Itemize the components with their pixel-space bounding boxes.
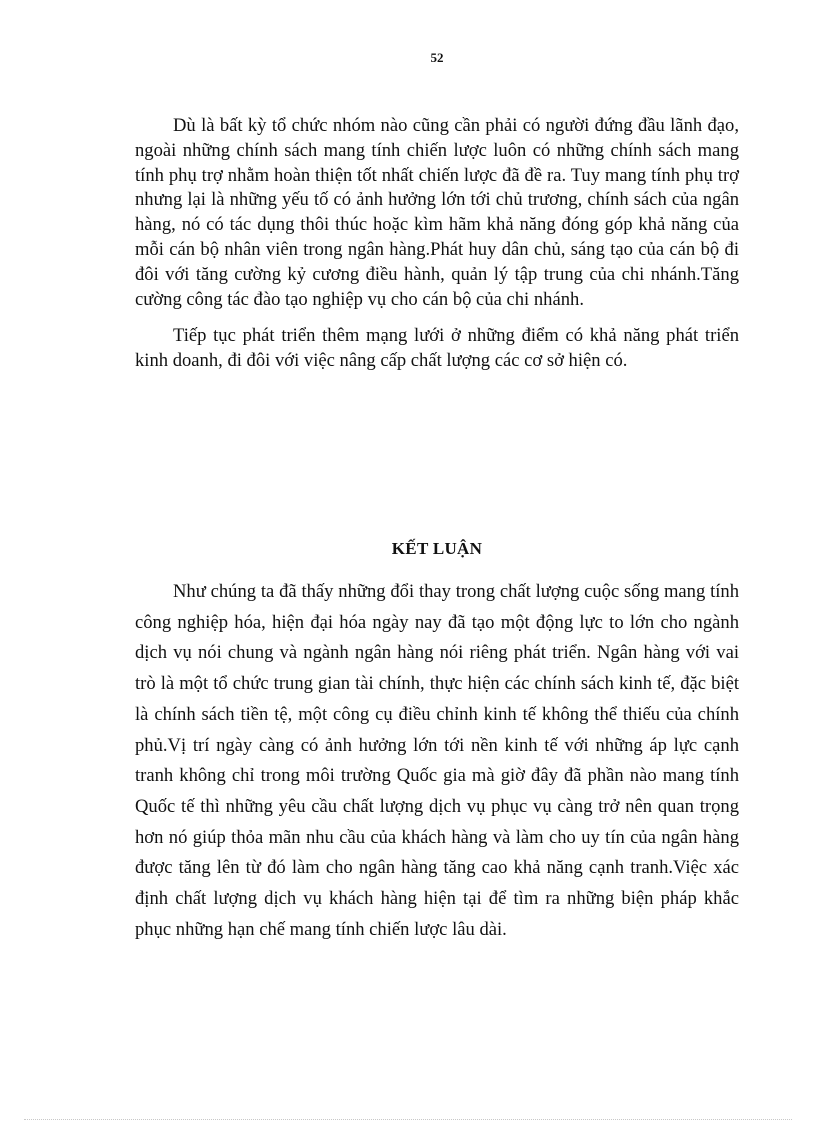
conclusion-paragraph: Như chúng ta đã thấy những đổi thay trong chất lượng cuộc sống mang tính công nghiệp hóa, hiện đại hóa ngày nay đã tạo một động lực to lớn cho ngành dịch vụ nói chung và ngành ngân hàng nói riêng phát triển. Ngân hàng với vai trò là một tổ chức trung gian tài chính, thực hiện các chính sách kinh tế, đặc biệt là chính sách tiền tệ, một công cụ điều chỉnh kinh tế không thể thiếu của chính phủ.Vị trí ngày càng có ảnh hưởng lớn tới nền kinh tế với những áp lực cạnh tranh không chỉ trong môi trường Quốc gia mà giờ đây đã phần nào mang tính Quốc tế thì những yêu cầu chất lượng dịch vụ phục vụ càng trở nên quan trọng hơn nó giúp thỏa mãn nhu cầu của khách hàng và làm cho uy tín của ngân hàng được tăng lên từ đó làm cho ngân hàng tăng cao khả năng cạnh tranh.Việc xác định chất lượng dịch vụ khách hàng hiện tại để tìm ra những biện pháp khắc phục những hạn chế mang tính chiến lược lâu dài. bbox=[135, 581, 739, 940]
section-body bbox=[135, 114, 739, 374]
paragraph-network-expansion: Tiếp tục phát triển thêm mạng lưới ở những điểm có khả năng phát triển kinh doanh, đi đôi với việc nâng cấp chất lượng các cơ sở hiện có. bbox=[135, 325, 739, 372]
footer-divider bbox=[24, 1119, 792, 1120]
conclusion-heading: KẾT LUẬN bbox=[391, 539, 483, 558]
paragraph-leadership-policies: Dù là bất kỳ tổ chức nhóm nào cũng cần phải có người đứng đầu lãnh đạo, ngoài những chính sách mang tính chiến lược luôn có những chính sách mang tính phụ trợ nhằm hoàn thiện tốt nhất chiến lược đã đề ra. Tuy mang tính phụ trợ nhưng lại là những yếu tố có ảnh hưởng lớn tới chủ trương, chính sách của ngân hàng, nó có tác dụng thôi thúc hoặc kìm hãm khả năng đóng góp khả năng của mỗi cán bộ nhân viên trong ngân hàng.Phát huy dân chủ, sáng tạo của cán bộ đi đôi với tăng cường kỷ cương điều hành, quản lý tập trung của chi nhánh.Tăng cường công tác đào tạo nghiệp vụ cho cán bộ của chi nhánh. bbox=[135, 115, 739, 310]
page-number: 52 bbox=[430, 50, 444, 65]
conclusion-body bbox=[135, 577, 739, 945]
